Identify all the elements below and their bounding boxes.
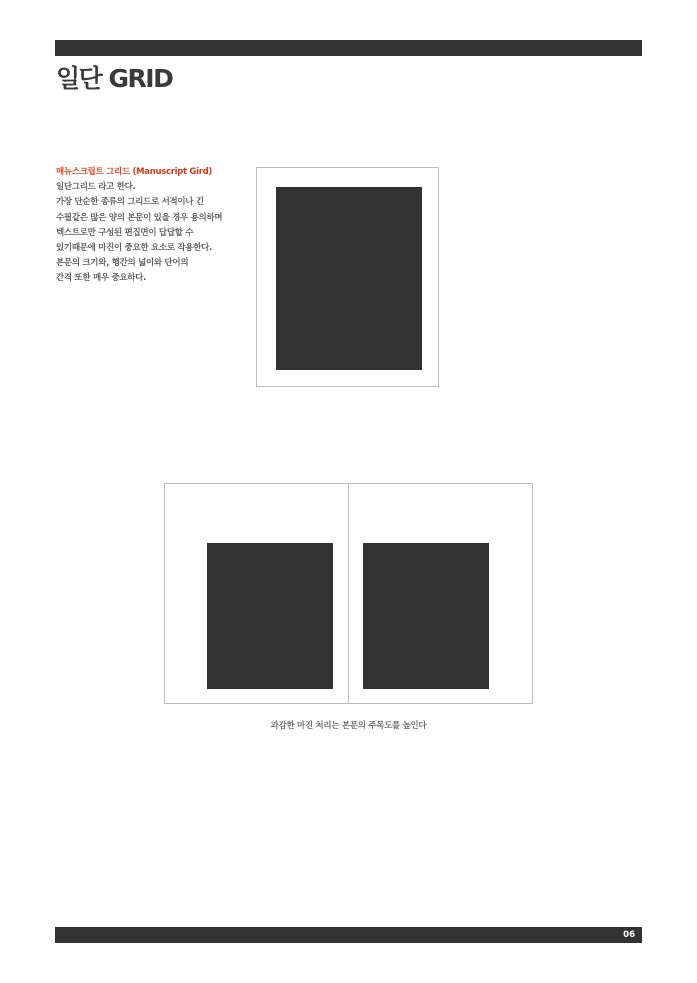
description-line: 가장 단순한 종류의 그리드로 서적이나 긴 [56, 197, 204, 208]
description-block [56, 165, 256, 287]
description-line: 간격 또한 매우 중요하다. [56, 273, 147, 284]
page-number: 06 [623, 930, 635, 940]
figure-caption: 과감한 마진 처리는 본문의 주목도를 높인다 [270, 721, 427, 731]
description-line: 있기때문에 마진이 중요한 요소로 작용한다. [56, 243, 212, 254]
single-page-diagram [256, 167, 439, 387]
description-heading: 매뉴스크립트 그리드 (Manuscript Gird) [56, 167, 212, 177]
footer-bar [55, 927, 642, 943]
spread-page-diagram [164, 483, 533, 704]
single-page-text-block [276, 187, 422, 370]
description-line: 본문의 크기와, 행간의 넓이와 단어의 [56, 258, 189, 269]
description-line: 수필같은 많은 양의 본문이 있을 경우 용의하며 [56, 212, 223, 223]
spread-left-text-block [207, 543, 333, 689]
description-line: 텍스트로만 구성된 편집면이 답답할 수 [56, 227, 194, 238]
page-title: 일단 GRID [56, 64, 173, 93]
spread-gutter-line [348, 484, 349, 703]
spread-right-text-block [363, 543, 489, 689]
header-bar [55, 40, 642, 56]
description-line: 일단그리드 라고 한다. [56, 182, 136, 193]
